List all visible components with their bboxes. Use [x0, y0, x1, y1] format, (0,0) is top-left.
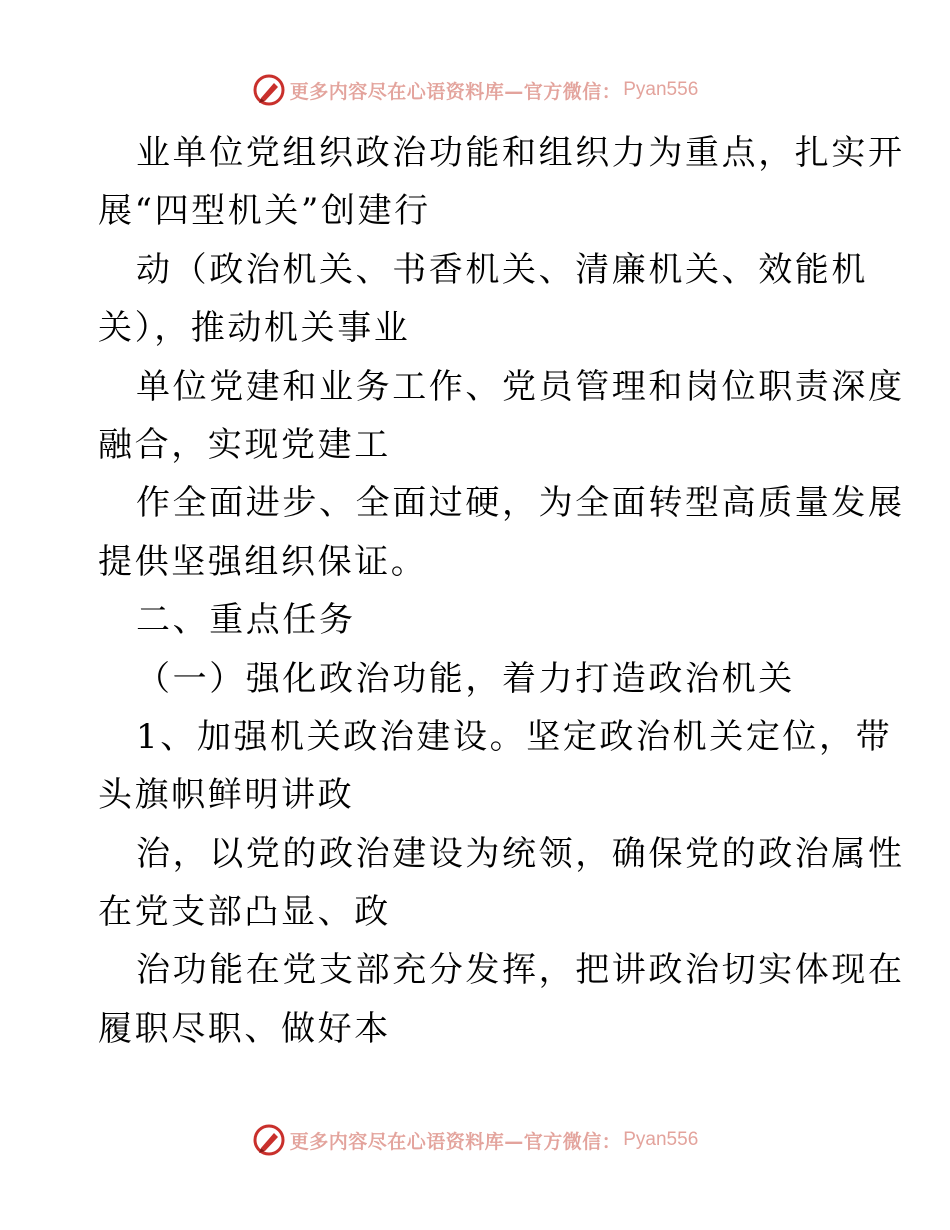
text-line: 履职尽职、做好本	[98, 1008, 391, 1049]
text-line: 治功能在党支部充分发挥，把讲政治切实体现在	[136, 950, 905, 991]
watermark-text: 更多内容尽在心语资料库—官方微信：	[289, 80, 622, 103]
watermark-account: Pyan556	[623, 79, 699, 100]
text-line: 动（政治机关、书香机关、清廉机关、效能机	[136, 249, 868, 290]
text-line: 在党支部凸显、政	[98, 892, 391, 933]
document-body	[98, 124, 905, 1058]
text-line: 关），推动机关事业	[98, 308, 411, 349]
text-line: 作全面进步、全面过硬，为全面转型高质量发展	[136, 483, 905, 524]
text-line: 业单位党组织政治功能和组织力为重点，扎实开	[136, 133, 905, 173]
pen-logo-icon	[252, 73, 286, 107]
text-line: 展“四型机关”创建行	[98, 191, 431, 232]
watermark-account: Pyan556	[623, 1129, 699, 1150]
text-line: 提供坚强组织保证。	[98, 541, 428, 582]
footer-watermark	[0, 1120, 950, 1160]
text-line: 融合，实现党建工	[98, 424, 391, 465]
text-line: 治，以党的政治建设为统领，确保党的政治属性	[136, 833, 905, 874]
section-heading: 二、重点任务	[136, 600, 356, 641]
subsection-heading: （一）强化政治功能，着力打造政治机关	[136, 658, 795, 699]
text-line: 单位党建和业务工作、党员管理和岗位职责深度	[136, 366, 905, 407]
pen-logo-icon	[252, 1123, 286, 1157]
text-line: 头旗帜鲜明讲政	[98, 775, 355, 816]
header-watermark	[0, 70, 950, 110]
text-line: 1、加强机关政治建设。坚定政治机关定位，带	[136, 716, 893, 757]
watermark-text: 更多内容尽在心语资料库—官方微信：	[289, 1130, 622, 1153]
